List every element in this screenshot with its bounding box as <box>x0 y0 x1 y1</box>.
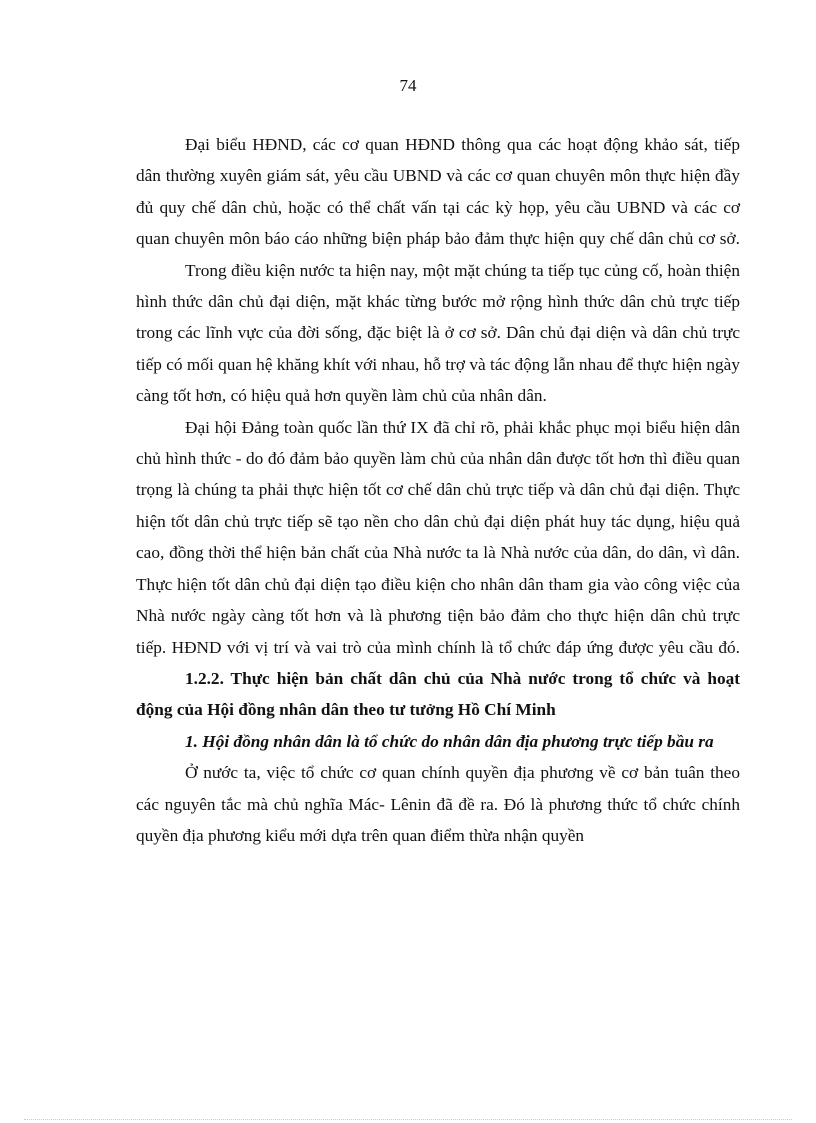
page-number: 74 <box>399 76 417 95</box>
paragraph-2: Trong điều kiện nước ta hiện nay, một mặt chúng ta tiếp tục củng cố, hoàn thiện hình thức dân chủ đại diện, mặt khác từng bước mở rộng hình thức dân chủ trực tiếp trong các lĩnh vực của đời sống, đặc biệt là ở cơ sở. Dân chủ đại diện và dân chủ trực tiếp có mối quan hệ khăng khít với nhau, hỗ trợ và tác động lẫn nhau để thực hiện ngày càng tốt hơn, có hiệu quả hơn quyền làm chủ của nhân dân. <box>136 260 740 406</box>
body-text <box>136 129 740 851</box>
paragraph-1: Đại biểu HĐND, các cơ quan HĐND thông qua các hoạt động khảo sát, tiếp dân thường xuyên giám sát, yêu cầu UBND và các cơ quan chuyên môn thực hiện đầy đủ quy chế dân chủ, hoặc có thể chất vấn tại các kỳ họp, yêu cầu UBND và các cơ quan chuyên môn báo cáo những biện pháp bảo đảm thực hiện quy chế dân chủ cơ sở. <box>136 135 740 249</box>
subsection-heading: 1. Hội đồng nhân dân là tổ chức do nhân dân địa phương trực tiếp bầu ra <box>185 731 714 751</box>
paragraph-3: Đại hội Đảng toàn quốc lần thứ IX đã chỉ rõ, phải khắc phục mọi biểu hiện dân chủ hình thức - do đó đảm bảo quyền làm chủ của nhân dân được tốt hơn thì điều quan trọng là chúng ta phải thực hiện tốt cơ chế dân chủ trực tiếp và dân chủ đại diện. Thực hiện tốt dân chủ trực tiếp sẽ tạo nền cho dân chủ đại diện phát huy tác dụng, hiệu quả cao, đồng thời thể hiện bản chất của Nhà nước ta là Nhà nước của dân, do dân, vì dân. Thực hiện tốt dân chủ đại diện tạo điều kiện cho nhân dân tham gia vào công việc của Nhà nước ngày càng tốt hơn và là phương tiện bảo đảm cho thực hiện dân chủ trực tiếp. HĐND với vị trí và vai trò của mình chính là tổ chức đáp ứng được yêu cầu đó. <box>136 417 740 657</box>
section-heading: 1.2.2. Thực hiện bản chất dân chủ của Nhà nước trong tổ chức và hoạt động của Hội đồng nhân dân theo tư tưởng Hồ Chí Minh <box>136 668 740 720</box>
page-bottom-divider <box>24 1119 792 1120</box>
paragraph-4: Ở nước ta, việc tổ chức cơ quan chính quyền địa phương về cơ bản tuân theo các nguyên tắc mà chủ nghĩa Mác- Lênin đã đề ra. Đó là phương thức tổ chức chính quyền địa phương kiểu mới dựa trên quan điểm thừa nhận quyền <box>136 763 740 845</box>
